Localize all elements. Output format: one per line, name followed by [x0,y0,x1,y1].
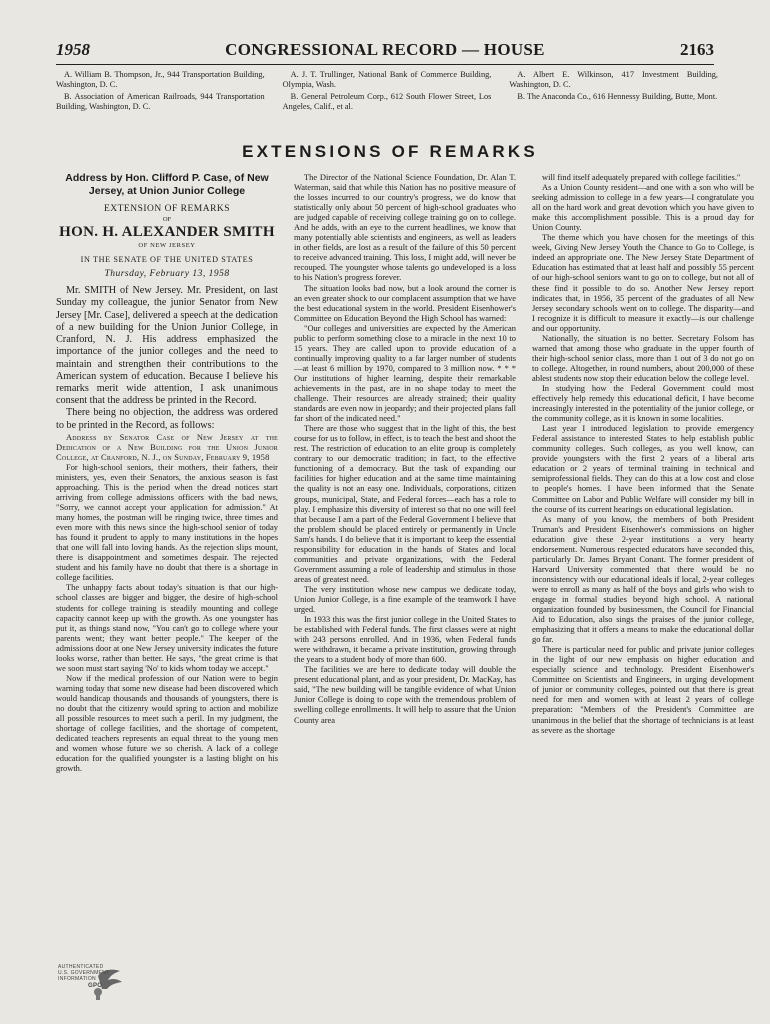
intro-text [56,285,278,431]
paragraph: As many of you know, the members of both President Truman's and President Eisenhower's commissions on higher education give these 2-year institutions a very hearty endorsement. Numerous respected educators have seconded this, particularly Dr. James Bryant Conant. The former president of Harvard University commented that there would be no inconsistency with our educational ideals if local, 2-year colleges were to enroll as many as half of the boys and girls who wish to engage in formal studies beyond high school. A national organization founded by businessmen, the Council for Financial Aid to Education, also sings the praises of the junior college, emphasizing that it offers a means to make the educational dollar go far. [532,513,754,645]
paragraph: There being no objection, the address was ordered to be printed in the Record, as follows: [56,407,278,431]
entry-line: B. General Petroleum Corp., 612 South Flower Street, Los Angeles, Calif., et al. [282,91,492,112]
paragraph: Mr. SMITH of New Jersey. Mr. President, on last Sunday my colleague, the junior Senator from New Jersey [Mr. Case], delivered a speech at the dedication of a new building for the Union Junior College, in Cranford, N. J. His address emphasized the importance of the junior colleges and the need to maintain and strengthen their contributions to the American system of education. Because I believe his remarks merit wide attention, I ask unanimous consent that the address be printed in the Record. [56,285,278,407]
paragraph: The situation looks bad now, but a look around the corner is an even greater shock to our complacent assumption that we have the best educational system in the world. President Eisenhower's Committee on Education Beyond the High School has warned: [294,282,516,323]
address-caption: Address by Senator Case of New Jersey at the Dedication of a New Building for the Union Junior College, at Cranford, N. J., on Sunday, February 9, 1958 [56,431,278,462]
paragraph: The very institution whose new campus we dedicate today, Union Junior College, is a fine example of the teamwork I have urged. [294,583,516,615]
paragraph: The unhappy facts about today's situation is that our high-school classes are bigger and bigger, the desire of high-school students for college training is steadily mounting and college capacity cannot keep up with the growth. As one youngster has put it, as things stand now, "You can't go to college where your parents went; they want better people." The keeper of the admissions door at one New Jersey university indicates the future looks worse, rather than better. He says, "the great crime is that we soon must start saying 'No' to kids whom today we accept." [56,582,278,673]
extension-heading: EXTENSION OF REMARKS [103,204,231,214]
publication-title: CONGRESSIONAL RECORD — HOUSE [225,40,545,59]
seal-mark: GPO [88,982,103,989]
entry-column-2 [283,70,492,114]
entry-line: A. J. T. Trullinger, National Bank of Commerce Building, Olympia, Wash. [282,70,492,90]
entry-line: B. The Anaconda Co., 616 Hennessy Building, Butte, Mont. [517,91,718,101]
entry-line: A. William B. Thompson, Jr., 944 Transportation Building, Washington, D. C. [56,70,265,90]
paragraph: The facilities we are here to dedicate today will double the present educational plant, and as your president, Dr. MacKay, has said, "The new building will be tangible evidence of what Union Junior College is doing to cope with the tremendous problem of swelling college enrollments. It will help to assure that the Union County area [294,664,516,725]
lobby-registration-entries [56,70,718,114]
seal-line: AUTHENTICATED [58,964,104,970]
paragraph: There is particular need for public and private junior colleges in the light of our new emphasis on higher education and especially science and technology. President Eisenhower's Committee on Scientists and Engineers, in urging development of junior or community colleges, pointed out that there is great need for men and women with at least 2 years of college preparation: "Members of the President's Committee are unanimous in the belief that the shortage of technicians is at least as severe as the shortage [532,644,754,735]
paragraph: will find itself adequately prepared with college facilities." [542,172,741,182]
paragraph: In 1933 this was the first junior college in the United States to be established with Federal funds. The first classes were at night with 243 persons enrolled. And in 1936, when Federal funds were withdrawn, it became a private institution, growing through the years to a student body of more than 600. [294,614,516,665]
paragraph: As a Union County resident—and one with a son who will be seeking admission to college in a few years—I congratulate you all on the hard work and great devotion which you have given to make this accomplishment possible. This is a proud day for Union County. [532,182,754,233]
article-title: Address by Hon. Clifford P. Case, of New Jersey, at Union Junior College [65,172,269,197]
entry-line: A. Albert E. Wilkinson, 417 Investment Building, Washington, D. C. [509,70,718,90]
paragraph: In studying how the Federal Government could most effectively help remedy this educational deficit, I have become increasingly interested in the potentiality of the junior college, or the community college, as it is known in some localities. [532,382,754,424]
paragraph: There are those who suggest that in the light of this, the best course for us to follow, in effect, is to teach the best and shoot the rest. The restriction of education to an elite group is completely contrary to our democratic tradition; in fact, to the effective functioning of a democracy. But the task of expanding our facilities for higher education and at the same time maintaining the quality is not an easy one. Individuals, corporations, citizen groups, municipal, State, and Federal forces—each has a role to play. I emphasize this diversity of interest so that no one will feel that because I am a part of the Federal Government I believe that the problem should be placed entirely or permanently in Uncle Sam's hands. I do believe that it is important to keep the essential responsibility for education in the hands of States and local communities and private organizations, with the Federal Government assuming a role of leadership and stimulus in those areas of greatest need. [294,423,516,584]
seal-line: INFORMATION [58,976,96,983]
extension-of: OF [162,216,172,224]
seal-text [58,964,109,989]
page-year: 1958 [56,40,90,59]
paragraph: Last year I introduced legislation to provide emergency Federal assistance to interested States to help establish public community colleges. Such colleges, as you well know, can provide youngsters with the first 2 years of a liberal arts education or 2 years of terminal training in technical and semiprofessional fields. They can do this at a low cost and close to people's homes. I have been informed that the Senate Committee on Labor and Public Welfare will consider my bill in the course of its current hearings on educational legislation. [532,423,754,514]
running-head [56,40,714,65]
seal-line: U.S. GOVERNMENT [58,970,110,977]
paragraph: The Director of the National Science Foundation, Dr. Alan T. Waterman, said that while this Nation has no positive measure of the losses incurred to our country's progress, we do know that statistically only about 50 percent of high-school graduates who are judged capable of receiving college training go on to college. And he adds, with an eye to the current headlines, we know that many potentially able scientists and engineers, as well as leaders in other fields, are lost as a result of the failure of this 50 percent to receive advanced training. This loss, I might add, will never be recouped. The youngster whose talents go undeveloped is a loss to his Nation's progress forever. [294,172,516,283]
date-line: Thursday, February 13, 1958 [104,269,230,280]
section-title: EXTENSIONS OF REMARKS [242,142,538,161]
member-state: OF NEW JERSEY [138,242,196,250]
paragraph: For high-school seniors, their mothers, their fathers, their ministers, yes, even their Senators, the anxious season is fast approaching. This is the period when the dread notices start arriving from college admissions officers with the bad news, "Sorry, we cannot accept your application for admission." At many homes, the postman will be ringing twice, three times and even more with this news since the high-school senior of today has found it prudent to apply to many institutions in the hopes that one will fall into loving hands. As the rejection slips mount, there is disappointment and sometimes despair. The rejected student and his family have no doubt that there is a shortage in college facilities. [56,461,278,583]
page-number: 2163 [680,40,714,59]
paragraph: "Our colleges and universities are expected by the American public to perform something close to a miracle in the next 10 to 15 years. They are called upon to provide education of a continually improving quality to a far larger number of students—at least 6 million by 1970, compared to 3 million now. * * * Our institutions of higher learning, despite their remarkable achievements in the past, are in no shape today to meet the challenge. Their resources are already strained; their quality standards are even now in jeopardy; and their projected plans fall far short of the indicated need." [294,322,516,424]
entry-column-3 [509,70,718,114]
entry-column-1 [56,70,265,114]
entry-line: B. Association of American Railroads, 944 Transportation Building, Washington, D. C. [56,91,265,112]
member-name: HON. H. ALEXANDER SMITH [59,224,275,241]
body-columns [56,172,754,998]
chamber: IN THE SENATE OF THE UNITED STATES [80,255,254,265]
column-1 [56,172,278,998]
gpo-authentication-seal [58,962,126,1006]
paragraph: Now if the medical profession of our Nation were to begin warning today that some new disease had been discovered which would handicap thousands and thousands of youngsters, there is no doubt that the citizenry would spring to action and mobilize all possible resources to meet such a peril. In my judgment, the shortage of college facilities, and the shortage of competent, dedicated teachers represents an equal threat to the young men and women whose future we so cherish. A lack of a college education for the qualified youngster is a lasting blight on his growth. [56,672,278,774]
paragraph: The theme which you have chosen for the meetings of this week, Giving New Jersey Youth the Chance to Go to College, is indeed an appropriate one. The New Jersey State Department of Education has estimated that at least half and possibly 55 percent of our high-school seniors want to go on to college, but not all of these find it possible to do so. Another New Jersey report indicates that, in 1956, 35 percent of the graduates of all New Jersey secondary schools went on to college. The disparity—and I recognize it is difficult to measure it exactly—is our challenge and our opportunity. [532,232,754,333]
paragraph: Nationally, the situation is no better. Secretary Folsom has warned that among those who graduate in the upper fourth of their high-school senior class, more than 1 out of 3 do not go on to college. Altogether, in round numbers, about 200,000 of these ablest students now stop their education below the college level. [532,332,754,383]
column-3 [532,172,754,998]
column-2 [294,172,516,998]
